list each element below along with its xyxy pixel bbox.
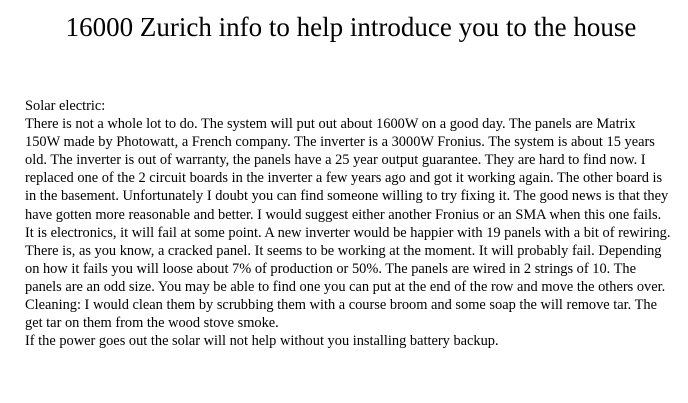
document-title: 16000 Zurich info to help introduce you to the house <box>65 12 637 42</box>
section-heading-solar-electric: Solar electric: <box>25 98 106 114</box>
paragraph-cracked-panel: There is, as you know, a cracked panel. It seems to be working at the moment. It will probably fail. Depending on how it fails you will loose about 7% of production or 50%. The panels are wired in 2 strings of 10. The panels are an odd size. You may be able to find one you can put at the end of the row and move the others over. <box>25 242 666 295</box>
paragraph-system-overview: There is not a whole lot to do. The system will put out about 1600W on a good day. The panels are Matrix 150W made by Photowatt, a French company. The inverter is a 3000W Fronius. The system is about 15 years old. The inverter is out of warranty, the panels have a 25 year output guarantee. They are hard to find now. I replaced one of the 2 circuit boards in the inverter a few years ago and got it working again. The other board is in the basement. Unfortunately I doubt you can find someone willing to try fixing it. The good news is that they have gotten more reasonable and better. I would suggest either another Fronius or an SMA when this one fails. It is electronics, it will fail at some point. A new inverter would be happier with 19 panels with a bit of rewiring. <box>25 116 671 241</box>
paragraph-power-outage: If the power goes out the solar will not help without you installing battery backup. <box>25 333 499 350</box>
document-body <box>25 97 673 350</box>
paragraph-cleaning: Cleaning: I would clean them by scrubbing them with a course broom and some soap the will remove tar. The get tar on them from the wood stove smoke. <box>25 297 657 332</box>
